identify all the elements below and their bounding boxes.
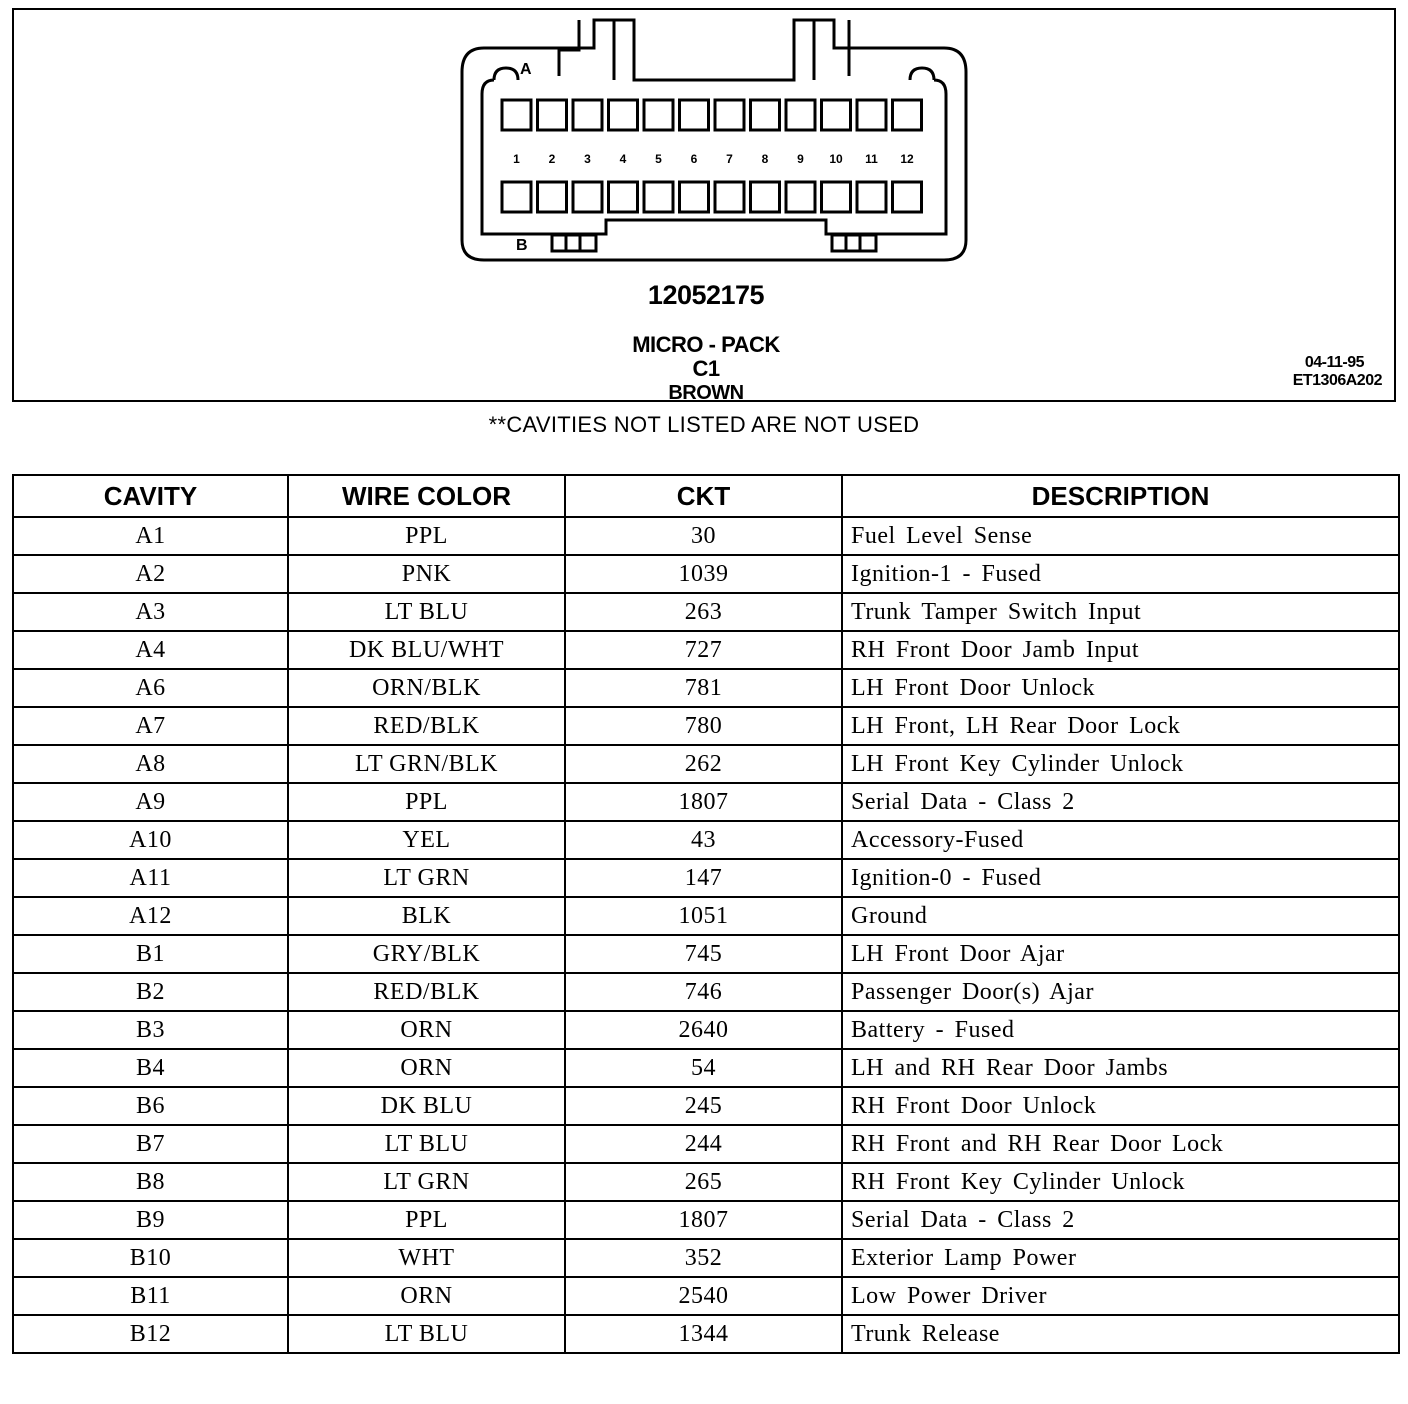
description-cell: RH Front Door Jamb Input	[842, 631, 1399, 669]
pin-number-label: 7	[726, 152, 733, 166]
cavity-cell: B10	[13, 1239, 288, 1277]
ckt-cell: 1039	[565, 555, 842, 593]
cavity-a8	[751, 100, 780, 130]
pin-number-label: 4	[619, 152, 627, 166]
description-cell: Passenger Door(s) Ajar	[842, 973, 1399, 1011]
description-cell: Ground	[842, 897, 1399, 935]
pinout-table	[12, 474, 1400, 1354]
ckt-cell: 265	[565, 1163, 842, 1201]
row-a-label: A	[520, 61, 532, 78]
table-header-row	[13, 475, 1399, 517]
header-wire-color: WIRE COLOR	[288, 475, 565, 517]
ckt-cell: 147	[565, 859, 842, 897]
cavity-cell: A3	[13, 593, 288, 631]
table-row	[13, 1125, 1399, 1163]
description-cell: LH Front Door Ajar	[842, 935, 1399, 973]
table-row	[13, 707, 1399, 745]
wire-color-cell: LT GRN/BLK	[288, 745, 565, 783]
description-cell: Fuel Level Sense	[842, 517, 1399, 555]
table-row	[13, 1087, 1399, 1125]
table-row	[13, 1049, 1399, 1087]
cavity-b12	[893, 182, 922, 212]
pin-number-label: 2	[548, 152, 556, 166]
cavity-cell: A6	[13, 669, 288, 707]
cavity-cell: B2	[13, 973, 288, 1011]
ckt-cell: 727	[565, 631, 842, 669]
wire-color-cell: ORN	[288, 1277, 565, 1315]
wire-color-cell: LT BLU	[288, 1125, 565, 1163]
wire-color-cell: LT GRN	[288, 1163, 565, 1201]
cavity-b9	[786, 182, 815, 212]
table-row	[13, 555, 1399, 593]
description-cell: Trunk Release	[842, 1315, 1399, 1353]
cavity-cell: B6	[13, 1087, 288, 1125]
pin-number-label: 6	[690, 152, 698, 166]
wire-color-cell: RED/BLK	[288, 973, 565, 1011]
cavity-b3	[573, 182, 602, 212]
wire-color-cell: RED/BLK	[288, 707, 565, 745]
cavity-a10	[822, 100, 851, 130]
cavity-a3	[573, 100, 602, 130]
cavity-cell: A8	[13, 745, 288, 783]
description-cell: Accessory-Fused	[842, 821, 1399, 859]
description-cell: Ignition-1 - Fused	[842, 555, 1399, 593]
ckt-cell: 263	[565, 593, 842, 631]
header-cavity: CAVITY	[13, 475, 288, 517]
ckt-cell: 244	[565, 1125, 842, 1163]
header-description: DESCRIPTION	[842, 475, 1399, 517]
description-cell: Serial Data - Class 2	[842, 1201, 1399, 1239]
ckt-cell: 54	[565, 1049, 842, 1087]
cavity-cell: A9	[13, 783, 288, 821]
cavity-cell: A1	[13, 517, 288, 555]
ckt-cell: 245	[565, 1087, 842, 1125]
cavity-a7	[715, 100, 744, 130]
ckt-cell: 2540	[565, 1277, 842, 1315]
cavity-cell: A11	[13, 859, 288, 897]
table-row	[13, 1163, 1399, 1201]
table-row	[13, 1315, 1399, 1353]
cavity-b2	[538, 182, 567, 212]
connector-color: BROWN	[668, 382, 744, 404]
cavity-cell: B9	[13, 1201, 288, 1239]
cavity-a2	[538, 100, 567, 130]
cavity-b8	[751, 182, 780, 212]
cavity-cell: B8	[13, 1163, 288, 1201]
cavity-cell: B3	[13, 1011, 288, 1049]
table-row	[13, 1201, 1399, 1239]
description-cell: LH Front, LH Rear Door Lock	[842, 707, 1399, 745]
cavity-cell: B1	[13, 935, 288, 973]
ckt-cell: 30	[565, 517, 842, 555]
part-number: 12052175	[647, 280, 765, 310]
wire-color-cell: PPL	[288, 783, 565, 821]
description-cell: LH Front Door Unlock	[842, 669, 1399, 707]
table-row	[13, 1239, 1399, 1277]
cavity-cell: A4	[13, 631, 288, 669]
header-ckt: CKT	[565, 475, 842, 517]
table-row	[13, 593, 1399, 631]
pin-number-label: 10	[829, 152, 843, 166]
wire-color-cell: GRY/BLK	[288, 935, 565, 973]
document-date: 04-11-95	[1304, 354, 1364, 371]
cavity-a9	[786, 100, 815, 130]
wire-color-cell: LT BLU	[288, 593, 565, 631]
wire-color-cell: PPL	[288, 517, 565, 555]
connector-name: MICRO - PACK	[632, 332, 780, 357]
cavity-a11	[857, 100, 886, 130]
table-row	[13, 1011, 1399, 1049]
cavity-a5	[644, 100, 673, 130]
pin-number-labels	[513, 152, 914, 166]
row-b-cavities	[502, 182, 922, 212]
table-row	[13, 935, 1399, 973]
cavity-b10	[822, 182, 851, 212]
table-row	[13, 859, 1399, 897]
table-row	[13, 783, 1399, 821]
cavity-b1	[502, 182, 531, 212]
table-row	[13, 631, 1399, 669]
cavity-a1	[502, 100, 531, 130]
cavity-b5	[644, 182, 673, 212]
wire-color-cell: ORN	[288, 1011, 565, 1049]
table-row	[13, 897, 1399, 935]
description-cell: LH and RH Rear Door Jambs	[842, 1049, 1399, 1087]
description-cell: Exterior Lamp Power	[842, 1239, 1399, 1277]
cavity-cell: B11	[13, 1277, 288, 1315]
ckt-cell: 746	[565, 973, 842, 1011]
cavity-cell: B4	[13, 1049, 288, 1087]
cavity-b4	[609, 182, 638, 212]
cavity-cell: A2	[13, 555, 288, 593]
cavity-a4	[609, 100, 638, 130]
table-row	[13, 517, 1399, 555]
cavity-cell: B12	[13, 1315, 288, 1353]
ckt-cell: 43	[565, 821, 842, 859]
pin-number-label: 8	[761, 152, 769, 166]
cavity-cell: B7	[13, 1125, 288, 1163]
ckt-cell: 780	[565, 707, 842, 745]
description-cell: LH Front Key Cylinder Unlock	[842, 745, 1399, 783]
ckt-cell: 352	[565, 1239, 842, 1277]
pin-number-label: 12	[900, 152, 914, 166]
wire-color-cell: DK BLU/WHT	[288, 631, 565, 669]
table-row	[13, 973, 1399, 1011]
ckt-cell: 781	[565, 669, 842, 707]
connector-diagram-panel	[12, 8, 1396, 402]
connector-id: C1	[692, 356, 720, 381]
row-b-label: B	[516, 237, 528, 254]
wire-color-cell: LT GRN	[288, 859, 565, 897]
ckt-cell: 262	[565, 745, 842, 783]
row-a-cavities	[502, 100, 922, 130]
description-cell: RH Front Door Unlock	[842, 1087, 1399, 1125]
table-row	[13, 1277, 1399, 1315]
pin-number-label: 3	[584, 152, 591, 166]
wire-color-cell: YEL	[288, 821, 565, 859]
cavity-a12	[893, 100, 922, 130]
table-row	[13, 745, 1399, 783]
ckt-cell: 1051	[565, 897, 842, 935]
description-cell: Battery - Fused	[842, 1011, 1399, 1049]
wire-color-cell: WHT	[288, 1239, 565, 1277]
cavity-a6	[680, 100, 709, 130]
wire-color-cell: LT BLU	[288, 1315, 565, 1353]
wire-color-cell: PPL	[288, 1201, 565, 1239]
wire-color-cell: ORN/BLK	[288, 669, 565, 707]
table-row	[13, 821, 1399, 859]
cavity-b11	[857, 182, 886, 212]
cavity-b7	[715, 182, 744, 212]
ckt-cell: 1807	[565, 783, 842, 821]
description-cell: Ignition-0 - Fused	[842, 859, 1399, 897]
description-cell: Trunk Tamper Switch Input	[842, 593, 1399, 631]
wire-color-cell: ORN	[288, 1049, 565, 1087]
ckt-cell: 2640	[565, 1011, 842, 1049]
table-row	[13, 669, 1399, 707]
ckt-cell: 1807	[565, 1201, 842, 1239]
pin-number-label: 1	[513, 152, 520, 166]
cavity-cell: A10	[13, 821, 288, 859]
pin-number-label: 9	[797, 152, 804, 166]
cavity-cell: A12	[13, 897, 288, 935]
cavity-b6	[680, 182, 709, 212]
pin-number-label: 11	[865, 152, 878, 166]
cavity-cell: A7	[13, 707, 288, 745]
description-cell: Low Power Driver	[842, 1277, 1399, 1315]
wire-color-cell: PNK	[288, 555, 565, 593]
unused-cavities-note: **CAVITIES NOT LISTED ARE NOT USED	[488, 412, 920, 437]
ckt-cell: 745	[565, 935, 842, 973]
wire-color-cell: DK BLU	[288, 1087, 565, 1125]
description-cell: Serial Data - Class 2	[842, 783, 1399, 821]
ckt-cell: 1344	[565, 1315, 842, 1353]
pin-number-label: 5	[655, 152, 662, 166]
description-cell: RH Front Key Cylinder Unlock	[842, 1163, 1399, 1201]
wire-color-cell: BLK	[288, 897, 565, 935]
description-cell: RH Front and RH Rear Door Lock	[842, 1125, 1399, 1163]
document-reference: ET1306A202	[1292, 372, 1382, 389]
